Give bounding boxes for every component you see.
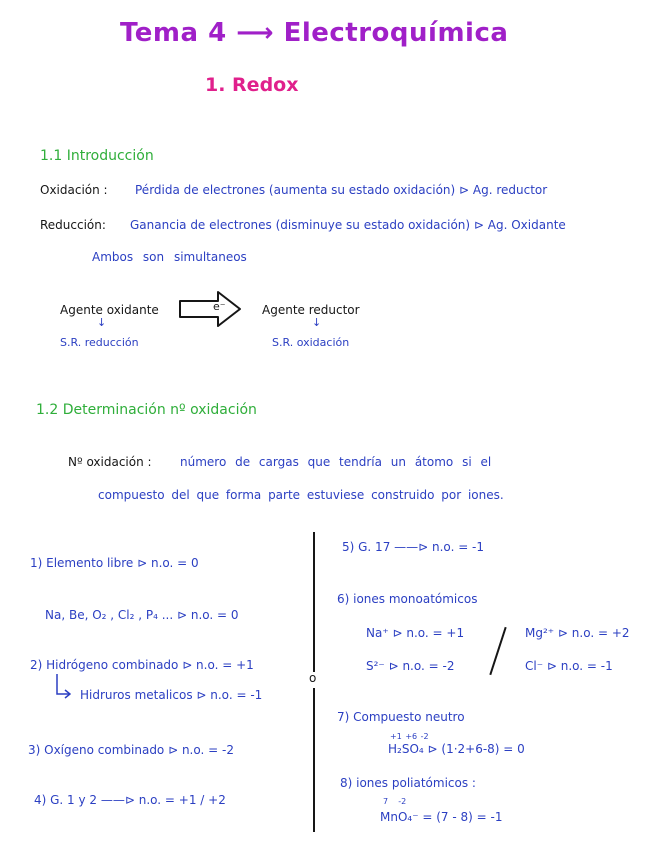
rule-7-equation: H₂SO₄ ⊳ (1·2+6-8) = 0 xyxy=(388,742,525,756)
slash-divider xyxy=(489,627,506,675)
section-heading-intro: 1.1 Introducción xyxy=(40,148,154,164)
rule-5: 5) G. 17 ——⊳ n.o. = -1 xyxy=(342,540,485,554)
branch-arrow-icon xyxy=(55,674,71,700)
simultaneous-note: Ambos son simultaneos xyxy=(92,250,247,264)
rule-6-chlorine: Cl⁻ ⊳ n.o. = -1 xyxy=(525,659,613,673)
rule-2: 2) Hidrógeno combinado ⊳ n.o. = +1 xyxy=(30,658,254,672)
reduction-definition: Ganancia de electrones (disminuye su estado oxidación) ⊳ Ag. Oxidante xyxy=(130,218,566,232)
rule-6: 6) iones monoatómicos xyxy=(337,592,478,606)
reducing-agent-label: Agente reductor xyxy=(262,303,360,317)
oxidation-definition: Pérdida de electrones (aumenta su estado oxidación) ⊳ Ag. reductor xyxy=(135,183,548,197)
down-arrow-icon: ↓ xyxy=(312,316,322,329)
oxidation-number-term: Nº oxidación : xyxy=(68,455,152,469)
oxidizing-agent-label: Agente oxidante xyxy=(60,303,159,317)
rule-4: 4) G. 1 y 2 ——⊳ n.o. = +1 / +2 xyxy=(34,793,226,807)
rule-1-examples: Na, Be, O₂ , Cl₂ , P₄ ... ⊳ n.o. = 0 xyxy=(45,608,239,622)
electron-label: e⁻ xyxy=(213,300,226,313)
rule-6-sulfur: S²⁻ ⊳ n.o. = -2 xyxy=(366,659,455,673)
reduction-term: Reducción: xyxy=(40,218,106,232)
rule-2-hydrides: Hidruros metalicos ⊳ n.o. = -1 xyxy=(80,688,263,702)
down-arrow-icon: ↓ xyxy=(97,316,107,329)
divider-circle-mark: o xyxy=(309,671,317,685)
rule-6-magnesium: Mg²⁺ ⊳ n.o. = +2 xyxy=(525,626,630,640)
page-subtitle: 1. Redox xyxy=(205,74,299,96)
rule-6-sodium: Na⁺ ⊳ n.o. = +1 xyxy=(366,626,465,640)
electron-arrow-icon xyxy=(178,289,244,329)
rule-3: 3) Oxígeno combinado ⊳ n.o. = -2 xyxy=(28,743,234,757)
oxidation-number-def-1: número de cargas que tendría un átomo si el xyxy=(180,455,492,469)
rule-1: 1) Elemento libre ⊳ n.o. = 0 xyxy=(30,556,199,570)
oxidation-number-def-2: compuesto del que forma parte estuviese construido por iones. xyxy=(98,488,504,502)
rule-7-charges: +1 +6 -2 xyxy=(390,732,429,741)
oxidation-term: Oxidación : xyxy=(40,183,108,197)
page-title: Tema 4 ⟶ Electroquímica xyxy=(120,18,509,48)
rule-8-equation: MnO₄⁻ = (7 - 8) = -1 xyxy=(380,810,503,824)
oxidizing-agent-sub: S.R. reducción xyxy=(60,336,139,349)
rule-8: 8) iones poliatómicos : xyxy=(340,776,476,790)
reducing-agent-sub: S.R. oxidación xyxy=(272,336,350,349)
section-heading-oxidation-number: 1.2 Determinación nº oxidación xyxy=(36,402,257,418)
rule-7: 7) Compuesto neutro xyxy=(337,710,465,724)
rule-8-charges: 7 -2 xyxy=(383,797,407,806)
